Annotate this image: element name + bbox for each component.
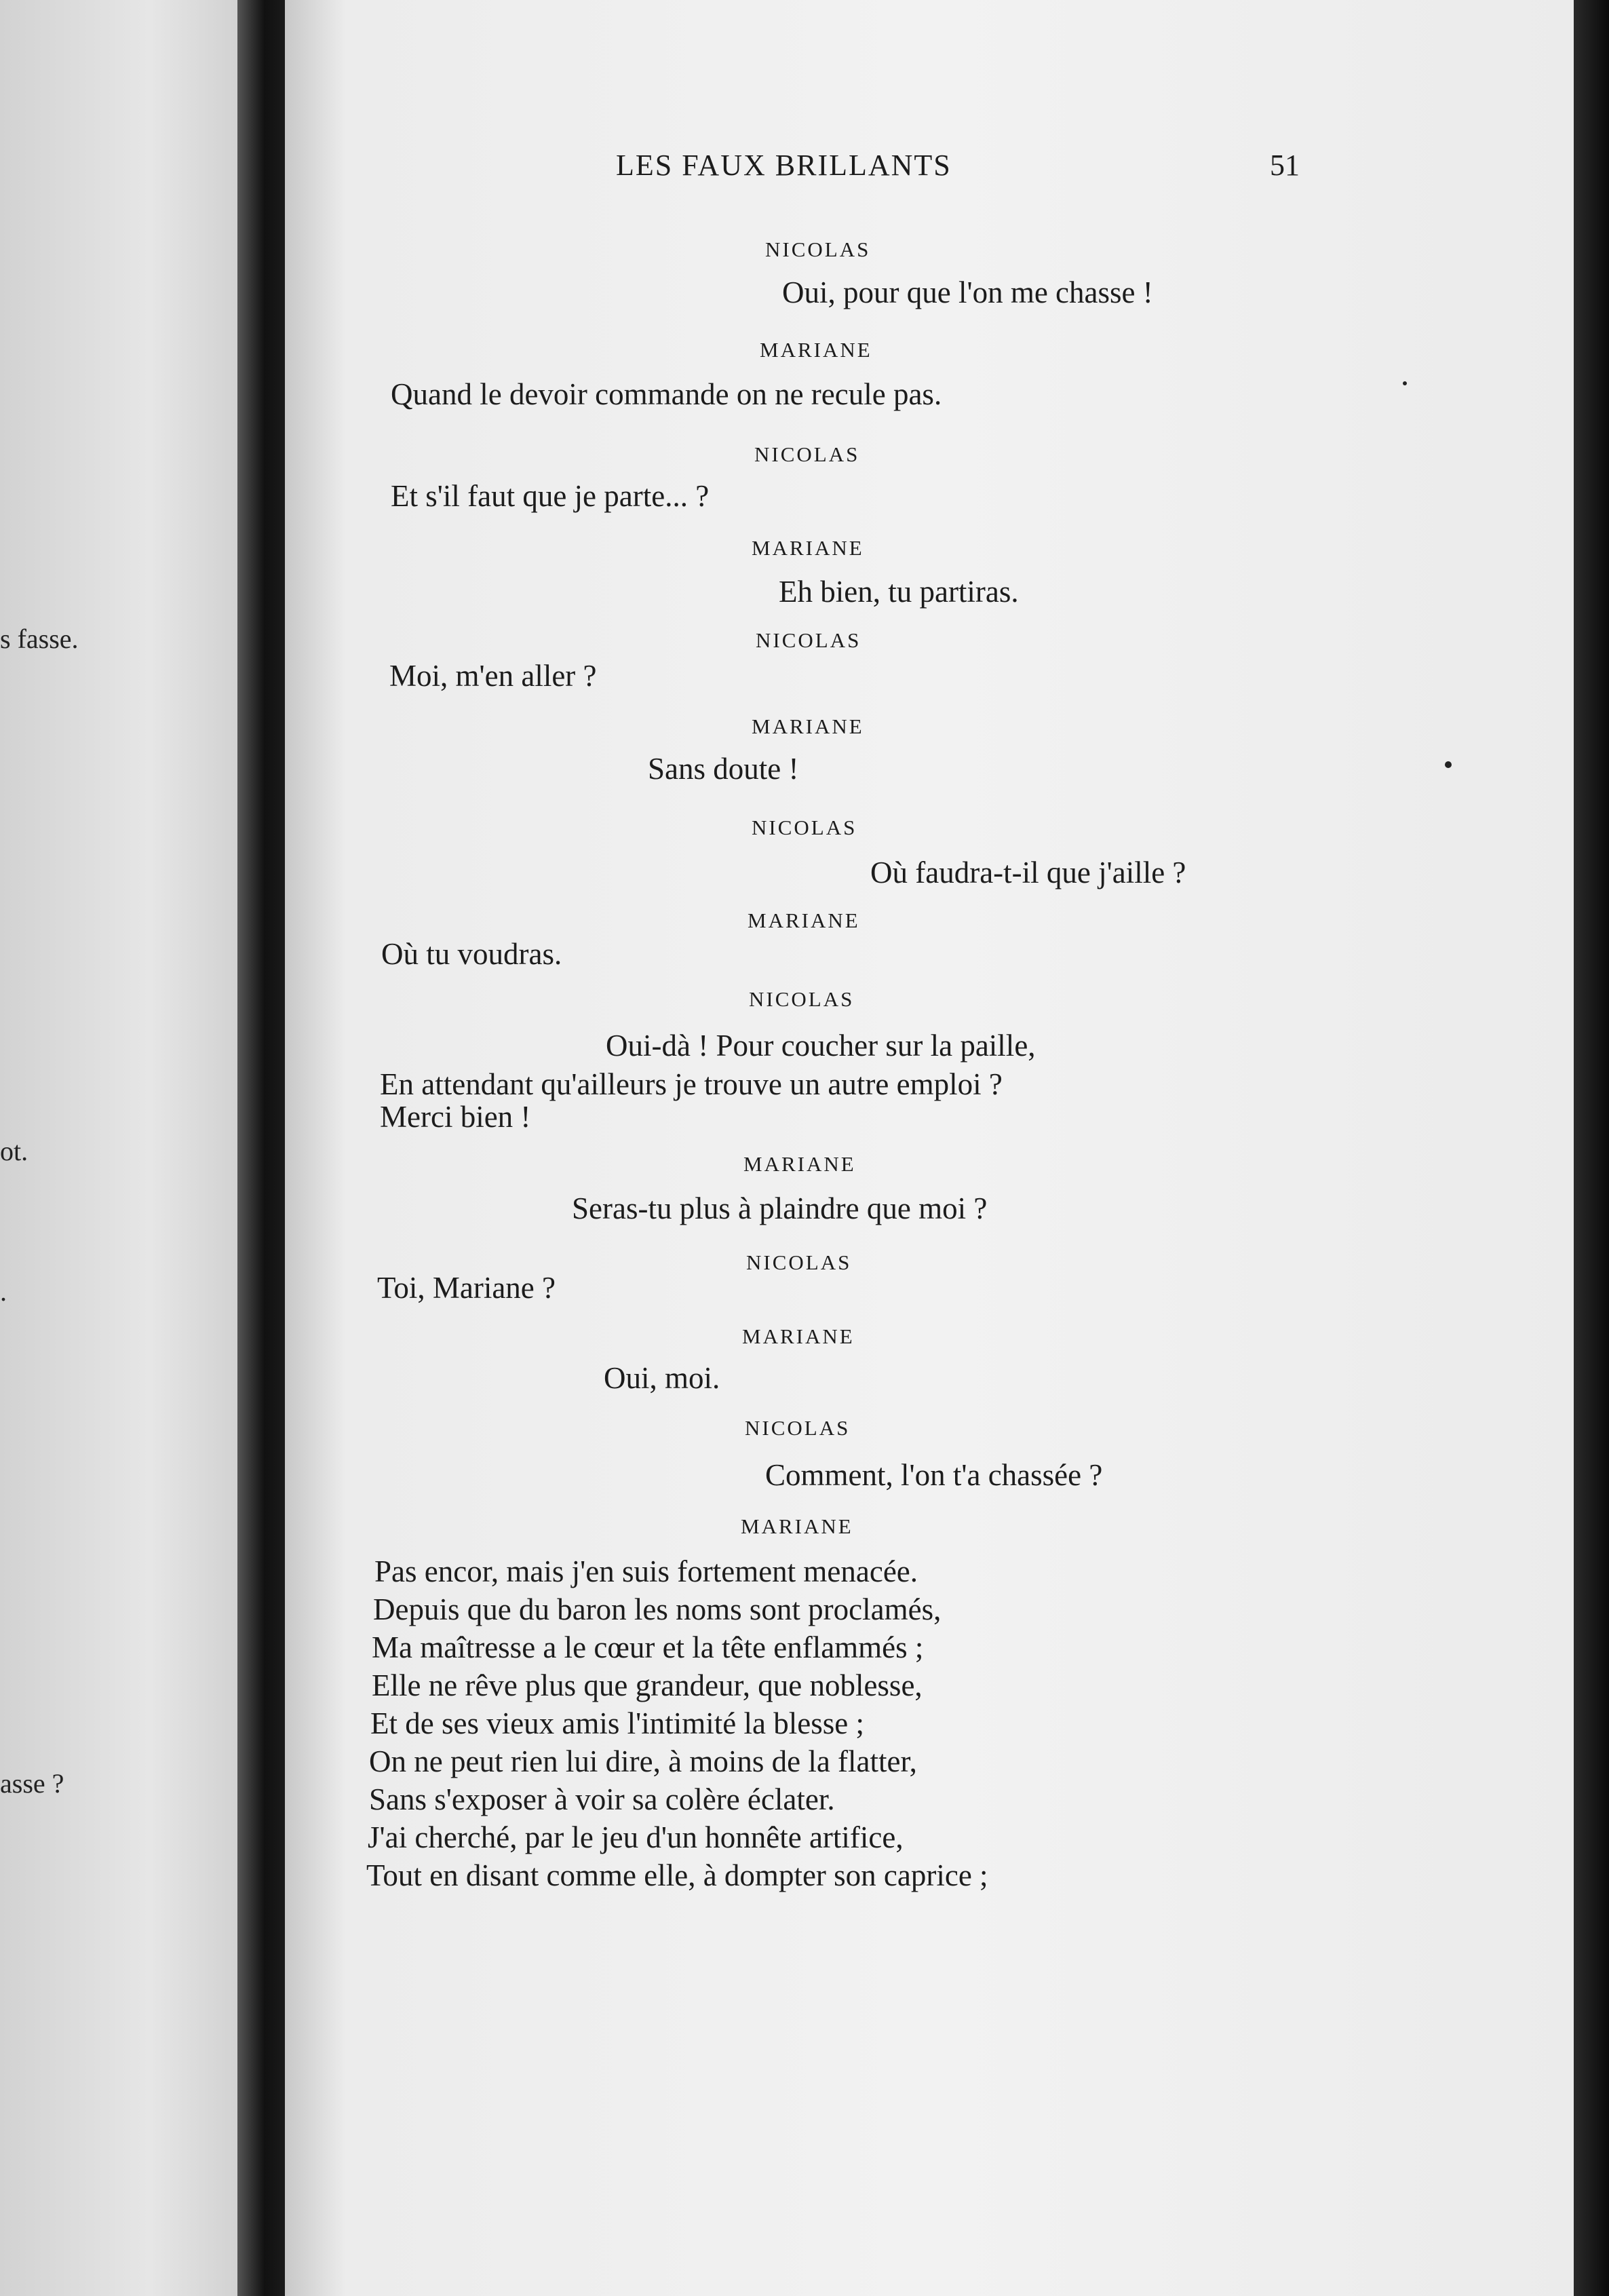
verse-line: Depuis que du baron les noms sont proclamés,: [373, 1592, 942, 1626]
verse-line: Seras-tu plus à plaindre que moi ?: [572, 1191, 988, 1225]
speaker-label: NICOLAS: [756, 628, 861, 652]
verse-line: J'ai cherché, par le jeu d'un honnête artifice,: [368, 1820, 904, 1854]
page-number: 51: [1270, 149, 1300, 182]
verse-line: Où tu voudras.: [381, 937, 562, 971]
verse-line: Et de ses vieux amis l'intimité la blesse ;: [370, 1706, 864, 1740]
verse-line: On ne peut rien lui dire, à moins de la flatter,: [369, 1744, 917, 1778]
left-page-fragment: s fasse.: [0, 624, 79, 654]
speaker-label: MARIANE: [741, 1514, 853, 1538]
speaker-label: MARIANE: [748, 908, 860, 932]
left-page-fragment: ot.: [0, 1136, 28, 1166]
verse-line: Moi, m'en aller ?: [389, 659, 597, 693]
verse-line: Ma maîtresse a le cœur et la tête enflammés ;: [372, 1630, 924, 1664]
right-page-edge: [1574, 0, 1609, 2296]
ink-speck: [1403, 381, 1407, 385]
speaker-label: NICOLAS: [765, 237, 871, 261]
verse-line: Merci bien !: [380, 1100, 531, 1134]
running-header-title: LES FAUX BRILLANTS: [616, 149, 952, 182]
left-page-edge: [0, 0, 250, 2296]
verse-line: Et s'il faut que je parte... ?: [391, 479, 710, 513]
verse-line: Toi, Mariane ?: [377, 1271, 556, 1305]
ink-speck: [1445, 761, 1452, 768]
verse-line: Pas encor, mais j'en suis fortement menacée.: [374, 1554, 918, 1588]
verse-line: Elle ne rêve plus que grandeur, que noblesse,: [372, 1668, 923, 1702]
speaker-label: MARIANE: [760, 338, 872, 362]
left-page-fragment: .: [0, 1276, 7, 1307]
verse-line: Sans doute !: [648, 752, 799, 786]
left-page-fragment: asse ?: [0, 1768, 64, 1799]
right-page: [285, 0, 1574, 2296]
verse-line: Sans s'exposer à voir sa colère éclater.: [369, 1782, 835, 1816]
verse-line: Eh bien, tu partiras.: [779, 575, 1019, 609]
speaker-label: NICOLAS: [754, 442, 860, 466]
speaker-label: MARIANE: [752, 536, 864, 560]
speaker-label: NICOLAS: [746, 1250, 852, 1274]
verse-line: Comment, l'on t'a chassée ?: [765, 1458, 1103, 1492]
speaker-label: NICOLAS: [745, 1416, 851, 1440]
verse-line: Tout en disant comme elle, à dompter son caprice ;: [366, 1858, 988, 1892]
verse-line: En attendant qu'ailleurs je trouve un autre emploi ?: [380, 1067, 1003, 1101]
verse-line: Oui, pour que l'on me chasse !: [782, 275, 1153, 309]
verse-line: Où faudra-t-il que j'aille ?: [870, 856, 1186, 889]
speaker-label: MARIANE: [743, 1152, 856, 1176]
verse-line: Quand le devoir commande on ne recule pas.: [391, 377, 942, 411]
speaker-label: MARIANE: [752, 714, 864, 738]
verse-line: Oui, moi.: [604, 1361, 720, 1395]
verse-line: Oui-dà ! Pour coucher sur la paille,: [606, 1029, 1036, 1063]
speaker-label: NICOLAS: [752, 816, 857, 839]
speaker-label: NICOLAS: [749, 987, 855, 1011]
speaker-label: MARIANE: [742, 1324, 855, 1348]
